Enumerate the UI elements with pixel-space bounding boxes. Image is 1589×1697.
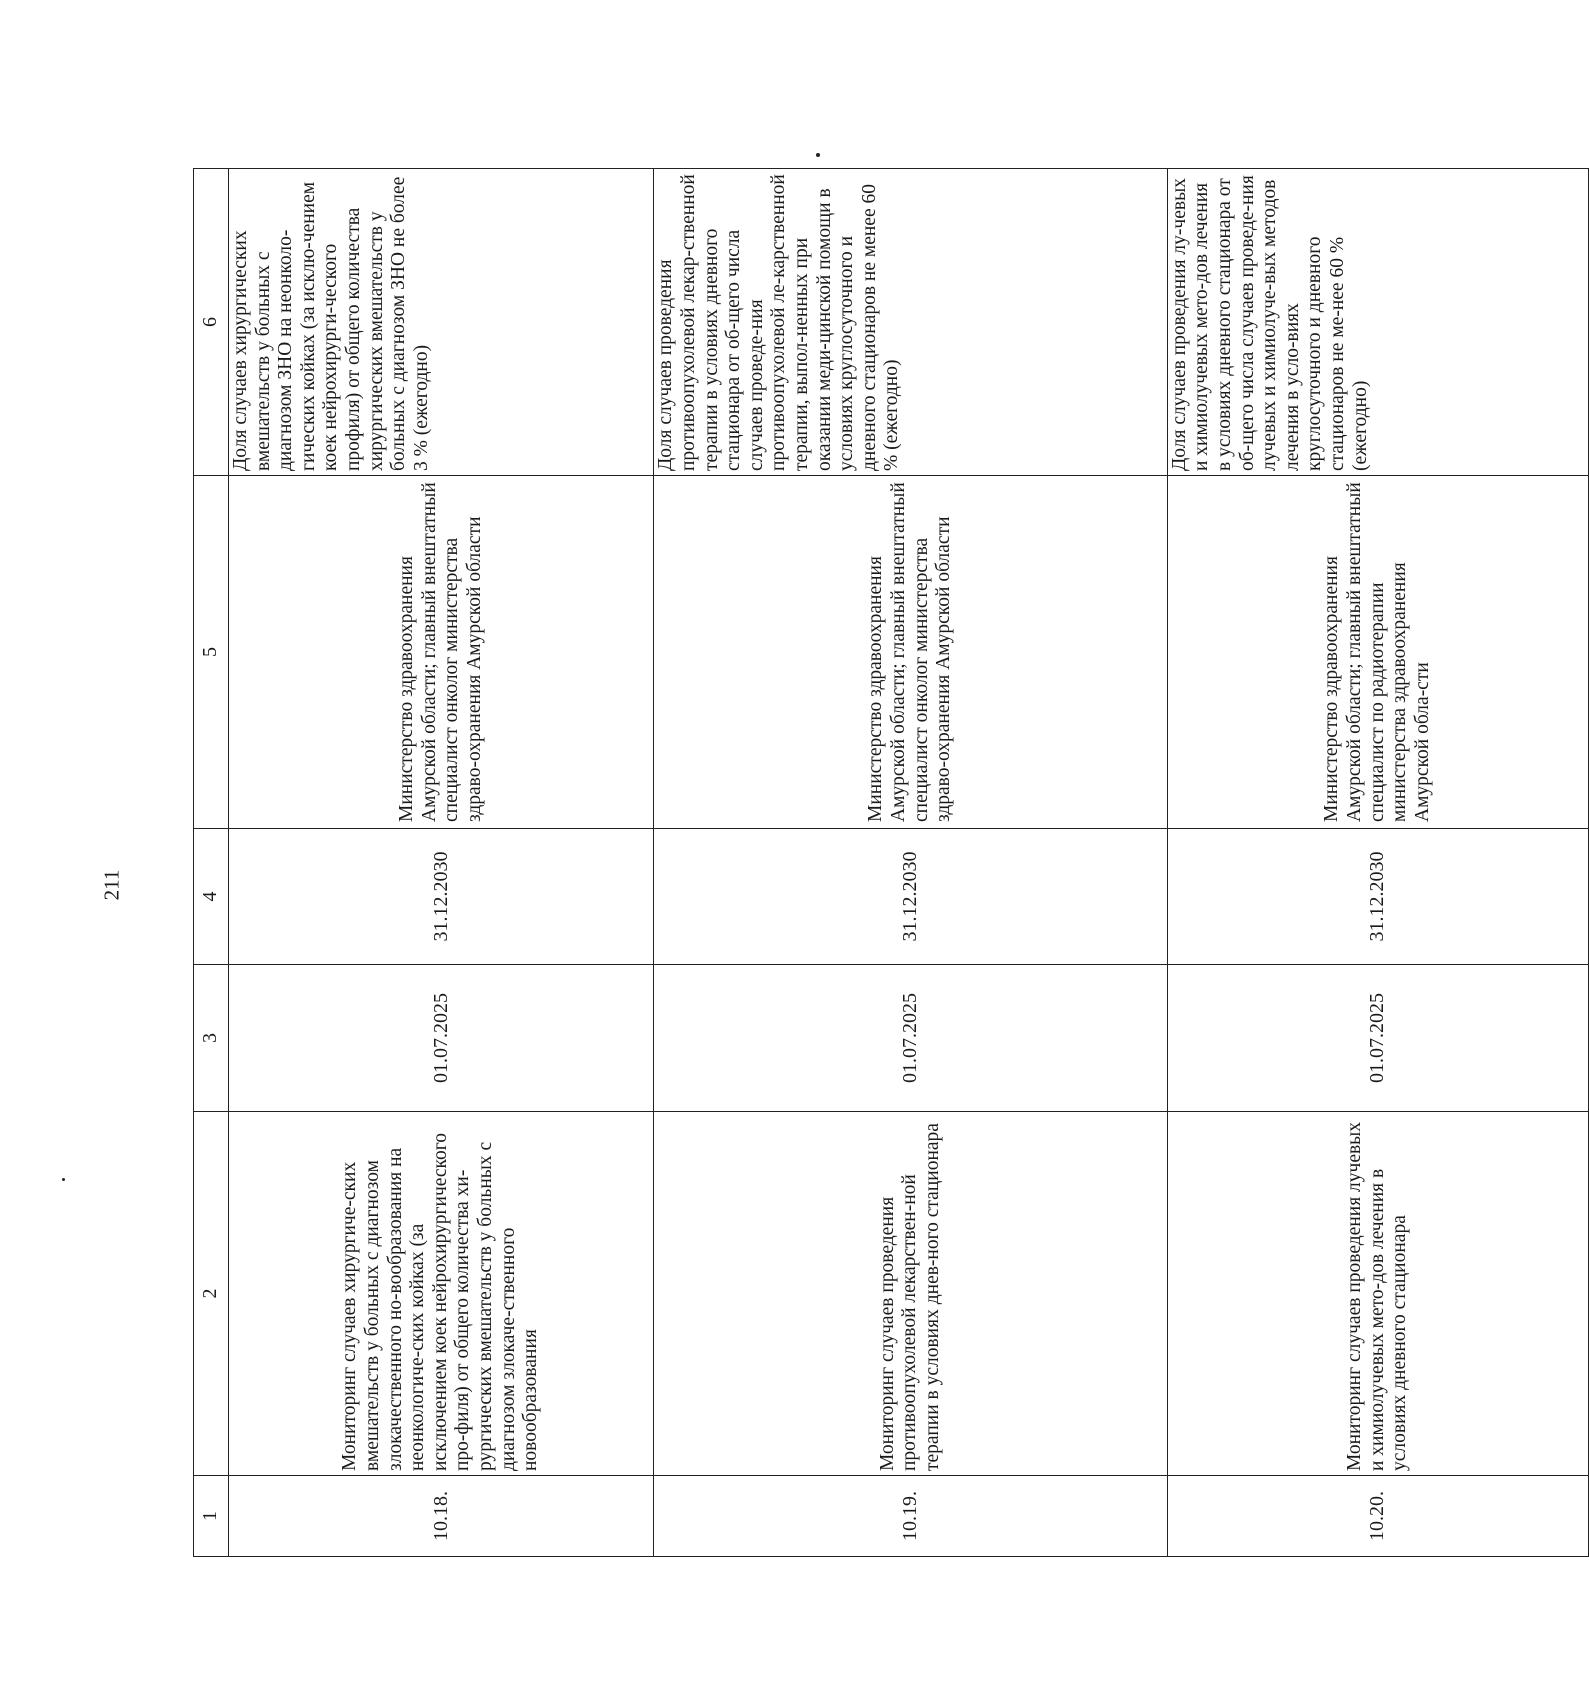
table-row <box>229 169 654 1557</box>
column-header-result: 6 <box>194 169 229 476</box>
column-header-event: 2 <box>194 1112 229 1476</box>
row-number: 10.19. <box>654 1476 1167 1557</box>
start-date: 01.07.2025 <box>1167 965 1588 1112</box>
end-date: 31.12.2030 <box>229 829 654 965</box>
start-date: 01.07.2025 <box>654 965 1167 1112</box>
table-header-row <box>194 169 229 1557</box>
event-description: Мониторинг случаев хирургиче-ских вмешательств у больных с диагнозом злокачественного но-вообразования на неонкологиче-ских койках (за исключением коек нейрохирургического про-филя) от общего количества хи-рургических вмешательств у больных с диагнозом злокаче-ственного новообразования <box>229 1112 654 1476</box>
responsible-party: Министерство здравоохранения Амурской области; главный внештатный специалист онколог министерства здраво-охранения Амурской области <box>654 476 1167 829</box>
page-number-text: 211 <box>99 869 124 901</box>
scan-dot <box>62 1178 65 1181</box>
responsible-party: Министерство здравоохранения Амурской области; главный внештатный специалист онколог министерства здраво-охранения Амурской области <box>229 476 654 829</box>
event-description: Мониторинг случаев проведения лучевых и химиолучевых мето-дов лечения в условиях дневного стационара <box>1167 1112 1588 1476</box>
row-number: 10.20. <box>1167 1476 1588 1557</box>
end-date: 31.12.2030 <box>654 829 1167 965</box>
column-header-number: 1 <box>194 1476 229 1557</box>
event-description: Мониторинг случаев проведения противоопухолевой лекарствен-ной терапии в условиях днев-ного стационара <box>654 1112 1167 1476</box>
measures-table <box>193 168 1589 1557</box>
column-header-end: 4 <box>194 829 229 965</box>
end-date: 31.12.2030 <box>1167 829 1588 965</box>
expected-result: Доля случаев проведения противоопухолевой лекар-ственной терапии в условиях дневного стационара от об-щего числа случаев проведе-ния противоопухолевой ле-карственной терапии, выпол-ненных при оказании меди-цинской помощи в условиях круглосуточного и дневного стационаров не менее 60 % (ежегодно) <box>654 169 1167 476</box>
row-number: 10.18. <box>229 1476 654 1557</box>
table-row <box>654 169 1167 1557</box>
expected-result: Доля случаев хирургических вмешательств у больных с диагнозом ЗНО на неонколо-гических койках (за исклю-чением коек нейрохирурги-ческого профиля) от общего количества хирургических вмешательств у больных с диагнозом ЗНО не более 3 % (ежегодно) <box>229 169 654 476</box>
expected-result: Доля случаев проведения лу-чевых и химиолучевых мето-дов лечения в условиях дневного стационара от об-щего числа случаев проведе-ния лучевых и химиолуче-вых методов лечения в усло-виях круглосуточного и дневного стационаров не ме-нее 60 % (ежегодно) <box>1167 169 1588 476</box>
measures-table-wrapper <box>193 169 1589 1557</box>
table-row <box>1167 169 1588 1557</box>
column-header-responsible: 5 <box>194 476 229 829</box>
start-date: 01.07.2025 <box>229 965 654 1112</box>
scan-dot <box>816 153 820 157</box>
column-header-start: 3 <box>194 965 229 1112</box>
responsible-party: Министерство здравоохранения Амурской области; главный внештатный специалист по радиотерапии министерства здравоохранения Амурской обла-сти <box>1167 476 1588 829</box>
